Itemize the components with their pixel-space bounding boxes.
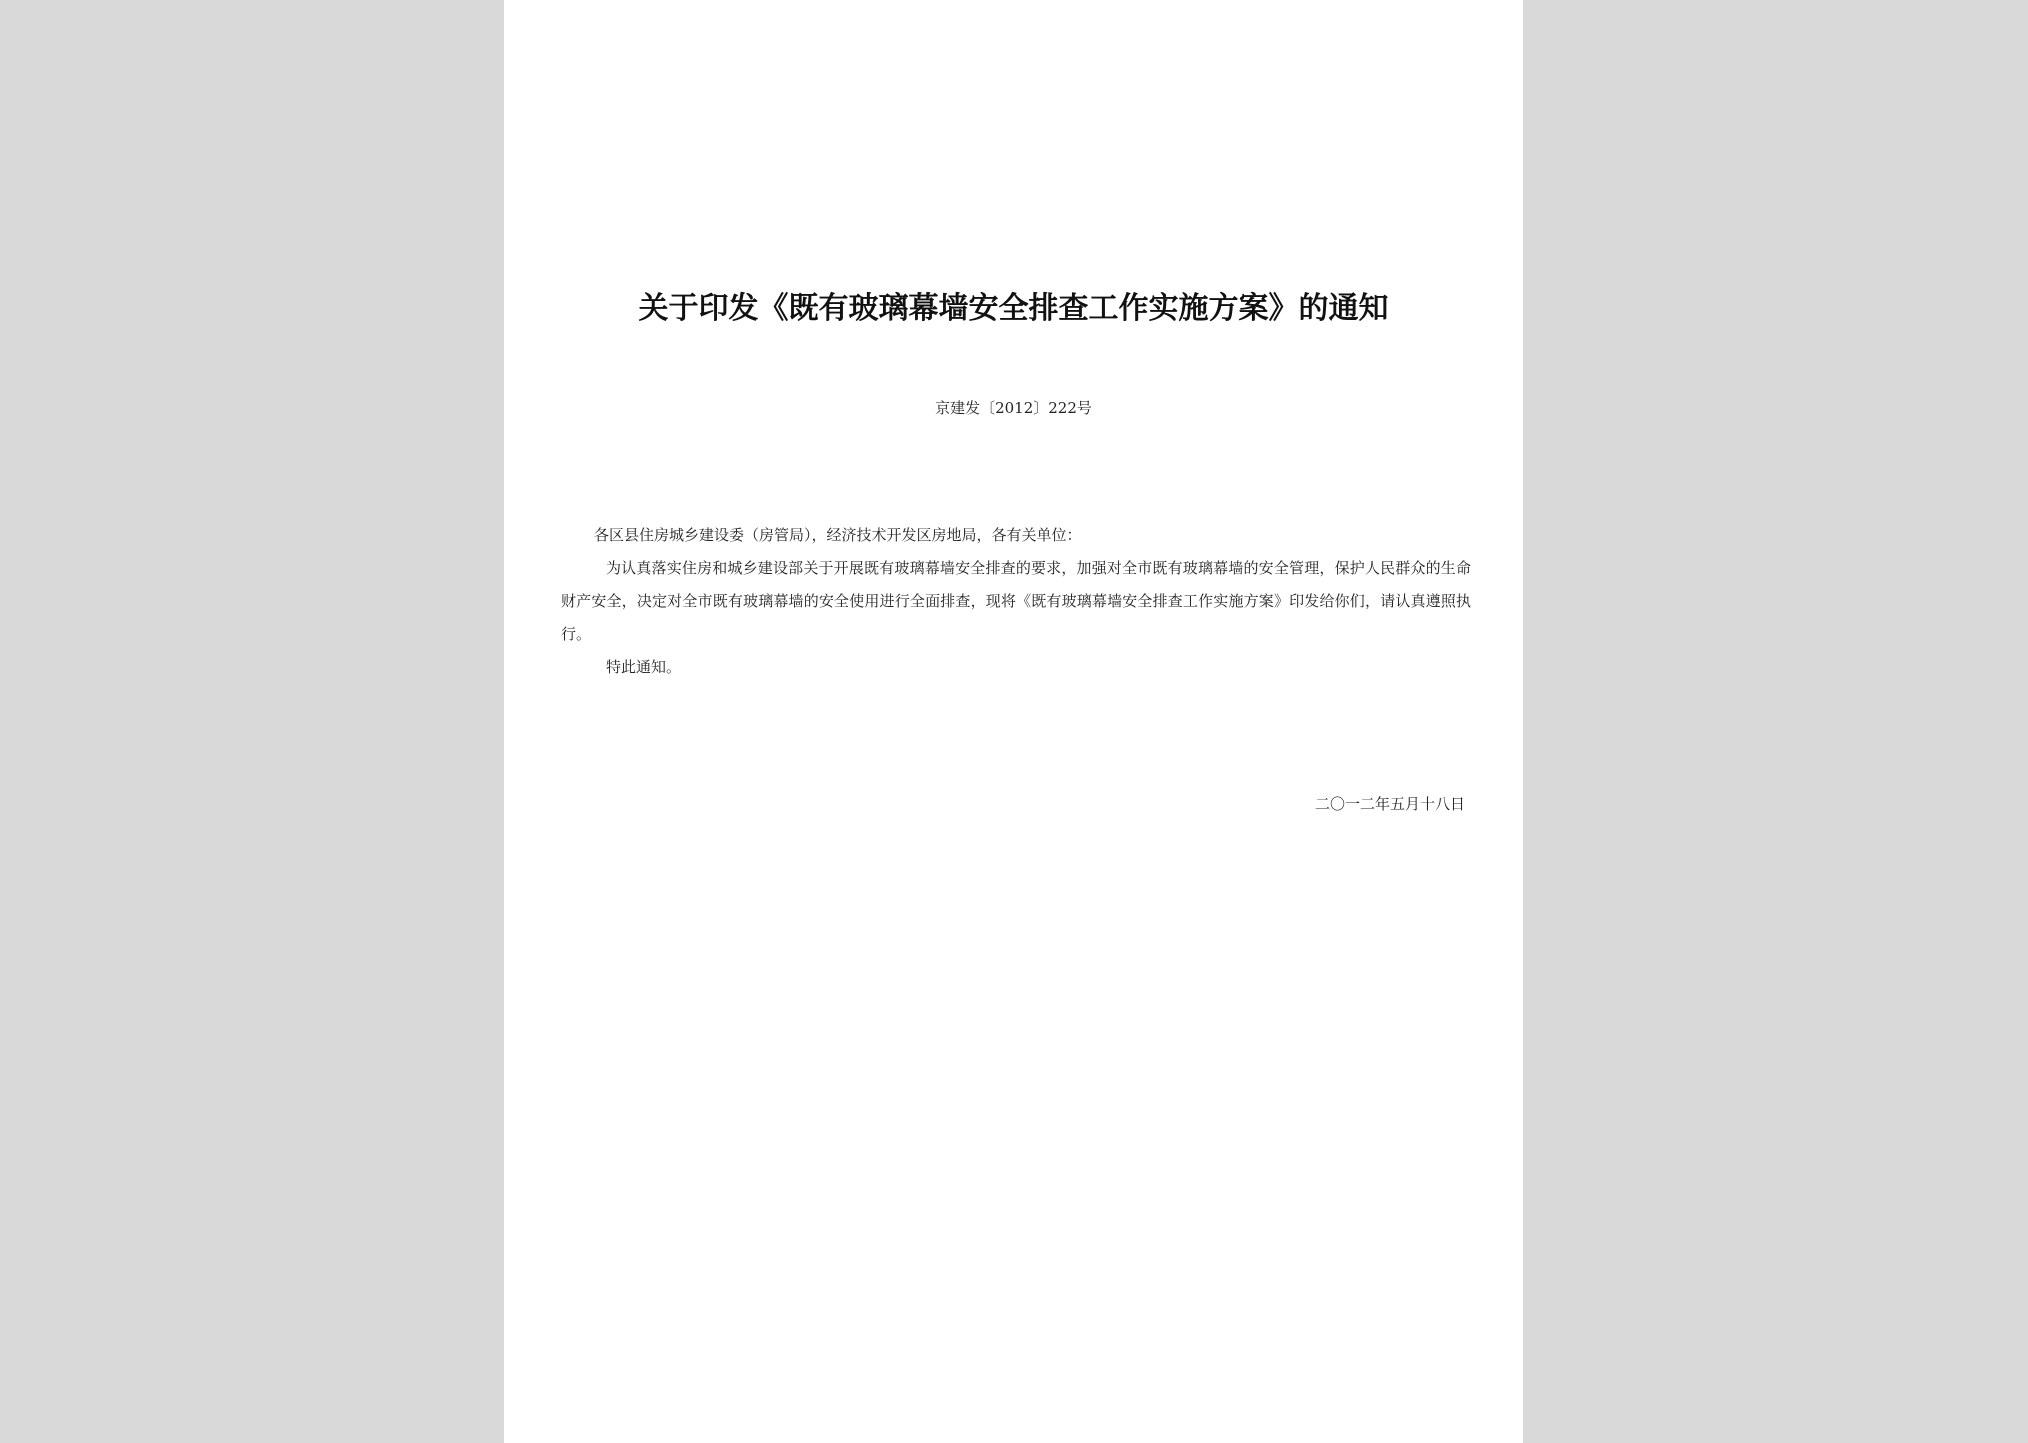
document-number: 京建发〔2012〕222号 [935, 399, 1092, 417]
document-date: 二〇一二年五月十八日 [1314, 795, 1465, 813]
document-page [504, 0, 1523, 1443]
document-body [561, 519, 1471, 684]
document-title: 关于印发《既有玻璃幕墙安全排查工作实施方案》的通知 [638, 291, 1389, 326]
salutation: 各区县住房城乡建设委（房管局），经济技术开发区房地局，各有关单位： [594, 526, 1082, 544]
signoff: 特此通知。 [606, 658, 682, 676]
body-paragraph: 为认真落实住房和城乡建设部关于开展既有玻璃幕墙安全排查的要求，加强对全市既有玻璃幕墙的安全管理，保护人民群众的生命财产安全，决定对全市既有玻璃幕墙的安全使用进行全面排查，现将《既有玻璃幕墙安全排查工作实施方案》印发给你们，请认真遵照执行。 [561, 559, 1471, 643]
